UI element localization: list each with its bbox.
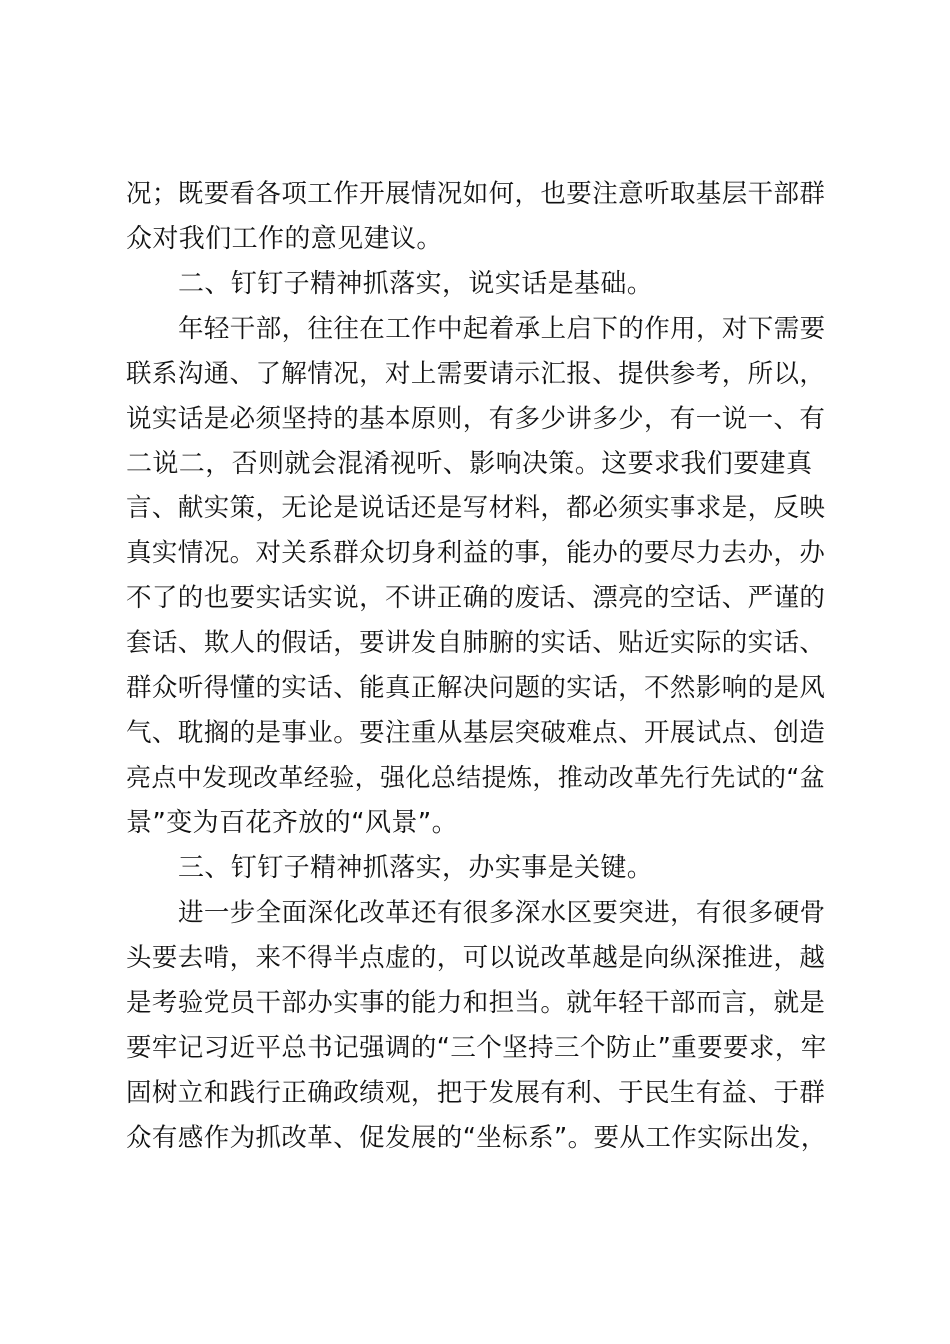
text-line-6: 说实话是必须坚持的基本原则，有多少讲多少，有一说一、有: [126, 404, 826, 434]
text-line-12: 群众听得懂的实话、能真正解决问题的实话，不然影响的是风: [126, 673, 826, 703]
text-line-5: 联系沟通、了解情况，对上需要请示汇报、提供参考，所以，: [126, 359, 826, 389]
text-line-1: 况；既要看各项工作开展情况如何，也要注意听取基层干部群: [126, 179, 826, 209]
text-line-22: 众有感作为抓改革、促发展的“坐标系”。要从工作实际出发，: [126, 1123, 827, 1153]
text-line-10: 不了的也要实话实说，不讲正确的废话、漂亮的空话、严谨的: [126, 583, 826, 613]
text-line-8: 言、献实策，无论是说话还是写材料，都必须实事求是，反映: [126, 493, 826, 523]
text-line-17: 进一步全面深化改革还有很多深水区要突进，有很多硬骨: [178, 898, 826, 928]
text-line-11: 套话、欺人的假话，要讲发自肺腑的实话、贴近实际的实话、: [126, 628, 826, 658]
text-line-7: 二说二，否则就会混淆视听、影响决策。这要求我们要建真: [126, 449, 813, 479]
text-line-21: 固树立和践行正确政绩观，把于发展有利、于民生有益、于群: [126, 1078, 826, 1108]
text-line-15: 景”变为百花齐放的“风景”。: [126, 808, 459, 838]
text-line-13: 气、耽搁的是事业。要注重从基层突破难点、开展试点、创造: [126, 718, 826, 748]
text-line-14: 亮点中发现改革经验，强化总结提炼，推动改革先行先试的“盆: [126, 763, 826, 792]
text-line-18: 头要去啃，来不得半点虚的，可以说改革越是向纵深推进，越: [126, 943, 826, 973]
text-line-2: 众对我们工作的意见建议。: [126, 224, 443, 254]
text-line-19: 是考验党员干部办实事的能力和担当。就年轻干部而言，就是: [126, 988, 826, 1018]
section-heading-2: 二、钉钉子精神抓落实，说实话是基础。: [178, 269, 654, 299]
section-heading-3: 三、钉钉子精神抓落实，办实事是关键。: [178, 853, 654, 883]
text-line-9: 真实情况。对关系群众切身利益的事，能办的要尽力去办，办: [126, 538, 826, 568]
text-line-20: 要牢记习近平总书记强调的“三个坚持三个防止”重要要求，牢: [126, 1033, 827, 1063]
text-line-4: 年轻干部，往往在工作中起着承上启下的作用，对下需要: [178, 314, 826, 344]
